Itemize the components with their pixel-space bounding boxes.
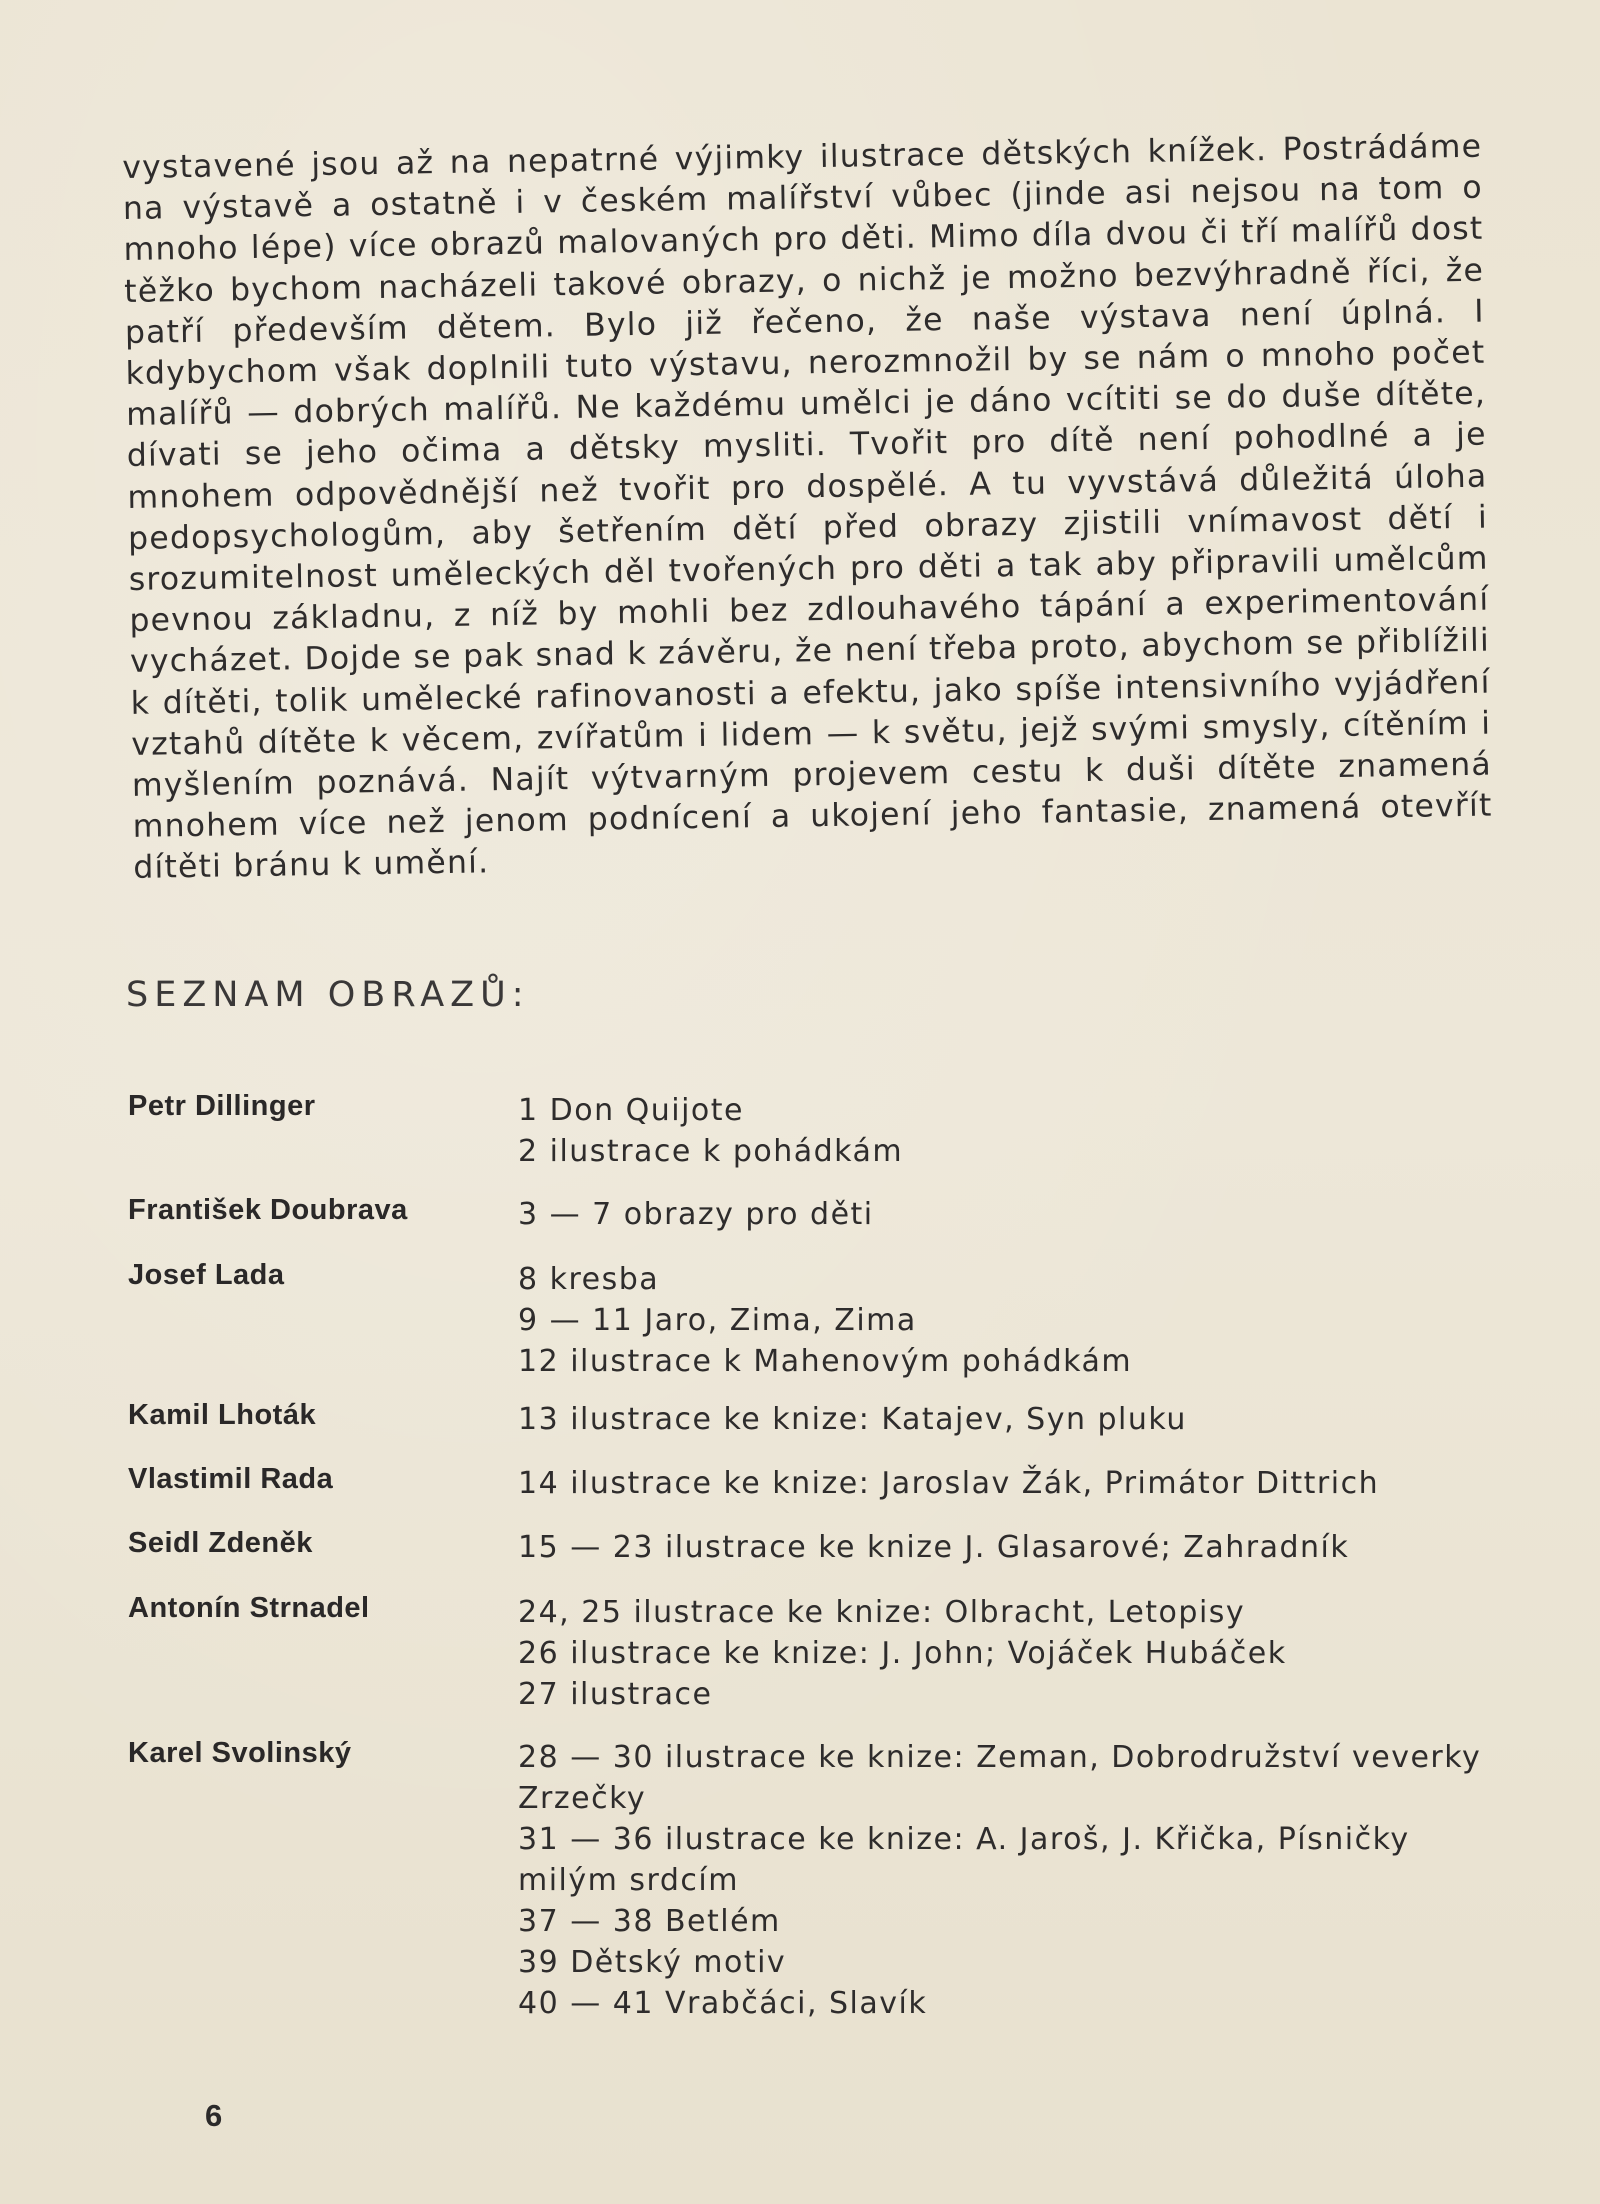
intro-paragraph: vystavené jsou až na nepatrné výjimky ilustrace dětských knížek. Postrádáme na výstavě a ostatně i v českém malířství vůbec (jinde asi nejsou na tom o mnoho lépe) více obrazů malovaných pro děti. Mimo díla dvou či tří malířů dost těžko bychom nacházeli takové obrazy, o nichž je možno bezvýhradně říci, že patří především dětem. Bylo již řečeno, že naše výstava není úplná. I kdybychom však doplnili tuto výstavu, nerozmnožil by se nám o mnoho počet malířů — dobrých malířů. Ne každému umělci je dáno vcítiti se do duše dítěte, dívati se jeho očima a dětsky mysliti. Tvořit pro dítě není pohodlné a je mnohem odpovědnější než tvořit pro dospělé. A tu vyvstává důležitá úloha pedopsychologům, aby šetřením dětí před obrazy zjistili vnímavost dětí i srozumitelnost uměleckých děl tvořených pro děti a tak aby připravili umělcům pevnou základnu, z níž by mohli bez zdlouhavého tápání a experimentování vycházet. Dojde se pak snad k závěru, že není třeba proto, abychom se přiblížili k dítěti, tolik umělecké rafinovanosti a efektu, jako spíše intensivního vyjádření vztahů dítěte k věcem, zvířatům i lidem — k světu, jejž svými smysly, cítěním i myšlením poznává. Najít výtvarným projevem cestu k duši dítěte znamená mnohem více než jenom podnícení a ukojení jeho fantasie, znamená otevřít dítěti bránu k umění. bbox=[122, 128, 1493, 886]
works-list bbox=[518, 1259, 1486, 1382]
work-item: 39 Dětský motiv bbox=[518, 1945, 787, 1980]
work-item: 3 — 7 obrazy pro děti bbox=[518, 1197, 874, 1232]
works-list bbox=[518, 1194, 1486, 1235]
works-list bbox=[518, 1399, 1486, 1440]
artist-name: Antonín Strnadel bbox=[128, 1592, 370, 1624]
works-list bbox=[518, 1090, 1486, 1172]
work-item: 26 ilustrace ke knize: J. John; Vojáček Hubáček bbox=[518, 1636, 1287, 1671]
work-item: 12 ilustrace k Mahenovým pohádkám bbox=[518, 1344, 1133, 1379]
work-item: 37 — 38 Betlém bbox=[518, 1904, 781, 1939]
work-item: 8 kresba bbox=[518, 1262, 660, 1297]
work-item: 2 ilustrace k pohádkám bbox=[518, 1134, 904, 1169]
works-list bbox=[518, 1737, 1486, 2024]
artist-name: Josef Lada bbox=[128, 1259, 285, 1291]
works-list bbox=[518, 1463, 1486, 1504]
work-item: 13 ilustrace ke knize: Katajev, Syn pluku bbox=[518, 1402, 1187, 1437]
works-list bbox=[518, 1527, 1486, 1568]
work-item: 31 — 36 ilustrace ke knize: A. Jaroš, J. Křička, Písničky milým srdcím bbox=[518, 1822, 1410, 1898]
work-item: 40 — 41 Vrabčáci, Slavík bbox=[518, 1986, 928, 2021]
artist-name: Petr Dillinger bbox=[128, 1090, 316, 1122]
artist-name: Kamil Lhoták bbox=[128, 1399, 317, 1431]
artist-name: Vlastimil Rada bbox=[128, 1463, 334, 1495]
page-number: 6 bbox=[205, 2098, 223, 2133]
work-item: 24, 25 ilustrace ke knize: Olbracht, Letopisy bbox=[518, 1595, 1246, 1630]
work-item: 1 Don Quijote bbox=[518, 1093, 744, 1128]
works-list bbox=[518, 1592, 1486, 1715]
work-item: 27 ilustrace bbox=[518, 1677, 713, 1712]
work-item: 28 — 30 ilustrace ke knize: Zeman, Dobrodružství veverky Zrzečky bbox=[518, 1740, 1482, 1816]
work-item: 14 ilustrace ke knize: Jaroslav Žák, Primátor Dittrich bbox=[518, 1466, 1380, 1501]
work-item: 9 — 11 Jaro, Zima, Zima bbox=[518, 1303, 917, 1338]
section-title: SEZNAM OBRAZŮ: bbox=[126, 975, 530, 1015]
work-item: 15 — 23 ilustrace ke knize J. Glasarové; Zahradník bbox=[518, 1530, 1350, 1565]
artist-name: Karel Svolinský bbox=[128, 1737, 352, 1769]
artist-name: Seidl Zdeněk bbox=[128, 1527, 313, 1559]
artist-name: František Doubrava bbox=[128, 1194, 408, 1226]
